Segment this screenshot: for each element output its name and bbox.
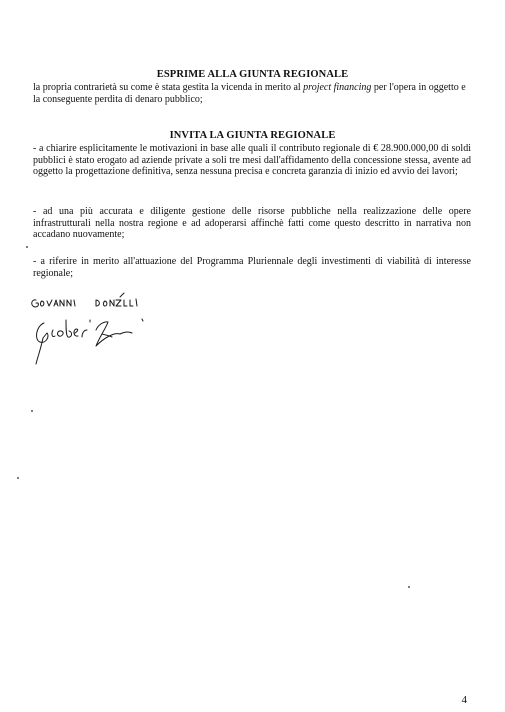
page-number: 4 — [461, 694, 467, 706]
scan-speck — [26, 246, 28, 248]
paragraph-riferire: - a riferire in merito all'attuazione del Programma Pluriennale degli investimenti di viabilità di interesse regionale; — [33, 256, 471, 279]
paragraph-contrarieta-text: la propria contrarietà su come è stata gestita la vicenda in merito al — [33, 82, 304, 93]
heading-invita: INVITA LA GIUNTA REGIONALE — [169, 130, 336, 141]
handwritten-signature — [28, 290, 168, 370]
heading-esprime: ESPRIME ALLA GIUNTA REGIONALE — [156, 69, 349, 80]
paragraph-contrarieta — [33, 82, 471, 105]
scan-speck — [408, 586, 410, 588]
paragraph-contrarieta-text-end: per l'opera in oggetto e la conseguente perdita di denaro pubblico; — [33, 82, 466, 105]
paragraph-gestione: - ad una più accurata e diligente gestione delle risorse pubbliche nella realizzazione delle opere infrastrutturali nella nostra regione e ad adoperarsi affinchè fatti come questo descritto in narrativa non accadano nuovamente; — [33, 206, 471, 241]
paragraph-chiarire: - a chiarire esplicitamente le motivazioni in base alle quali il contributo regionale di € 28.900.000,00 di soldi pubblici è stato erogato ad aziende private a soli tre mesi dall'affidamento della concessione stessa, avente ad oggetto la progettazione definitiva, senza nessuna precisa e concreta garanzia di inizio ed avvio dei lavori; — [33, 143, 471, 178]
project-financing-italic: project financing — [303, 82, 372, 93]
scan-speck — [17, 477, 19, 479]
scan-speck — [31, 410, 33, 412]
